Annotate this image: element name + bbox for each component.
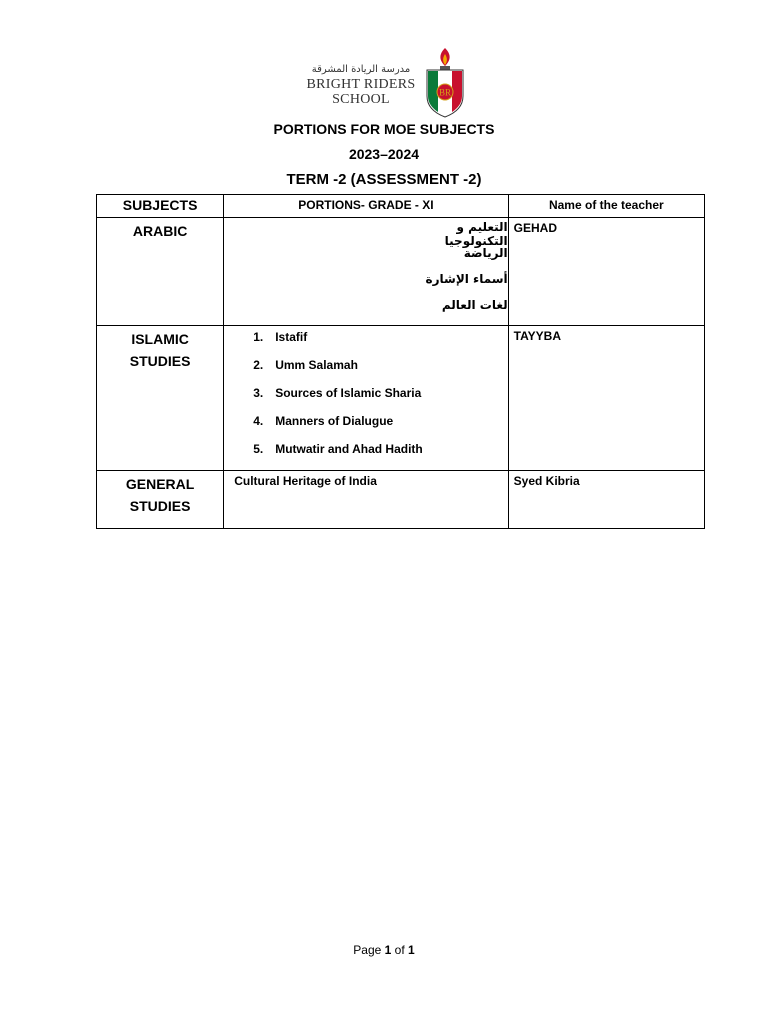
subject-general-studies (97, 471, 224, 529)
teacher-islamic: TAYYBA (508, 326, 704, 471)
list-item: 5. Mutwatir and Ahad Hadith (253, 442, 423, 456)
teacher-general: Syed Kibria (508, 471, 704, 529)
table-row (97, 471, 705, 529)
arabic-portions (224, 218, 508, 326)
islamic-portions (224, 326, 508, 471)
arabic-portion-item: لغات العالم (441, 298, 508, 312)
portions-table (96, 194, 705, 529)
subject-line: GENERAL (125, 476, 195, 492)
list-item: 1. Istafif (253, 330, 308, 344)
list-item: 2. Umm Salamah (253, 358, 358, 372)
teacher-arabic: GEHAD (508, 218, 704, 326)
subject-islamic-studies (97, 326, 224, 471)
header-subjects: SUBJECTS (97, 195, 224, 218)
portions-list (224, 326, 507, 470)
arabic-portion-item: الرياضة (463, 246, 508, 260)
title-line-1: PORTIONS FOR MOE SUBJECTS (273, 121, 495, 137)
arabic-portion-item: التعليم و التكنولوجيا (444, 220, 508, 248)
school-crest-icon (423, 46, 467, 118)
page-footer (0, 943, 768, 957)
subject-line: ISLAMIC (131, 331, 189, 347)
arabic-portion-item: أسماء الإشارة (425, 272, 508, 286)
school-logo (303, 46, 473, 118)
table-row (97, 218, 705, 326)
title-line-3: TERM -2 (ASSESSMENT -2) (286, 171, 482, 188)
general-portion: Cultural Heritage of India (224, 471, 508, 529)
table-header-row (97, 195, 705, 218)
title-line-2: 2023–2024 (348, 146, 420, 162)
logo-name-line1: BRIGHT RIDERS (306, 77, 416, 92)
table-row (97, 326, 705, 471)
subject-line: STUDIES (129, 498, 191, 514)
header-portions: PORTIONS- GRADE - XI (224, 195, 508, 218)
logo-arabic-name: مدرسة الريادة المشرقة (311, 64, 411, 75)
page-number: 1 (384, 943, 392, 957)
subject-arabic: ARABIC (97, 218, 224, 326)
logo-name-line2: SCHOOL (332, 92, 390, 107)
page-total: 1 (408, 943, 415, 957)
logo-text (303, 46, 419, 107)
header-teacher: Name of the teacher (508, 195, 704, 218)
list-item: 4. Manners of Dialugue (253, 414, 394, 428)
page-word: Page (353, 943, 382, 957)
of-word: of (394, 943, 405, 957)
list-item: 3. Sources of Islamic Sharia (253, 386, 422, 400)
subject-line: STUDIES (129, 353, 191, 369)
crest-letters: BR (438, 87, 452, 98)
